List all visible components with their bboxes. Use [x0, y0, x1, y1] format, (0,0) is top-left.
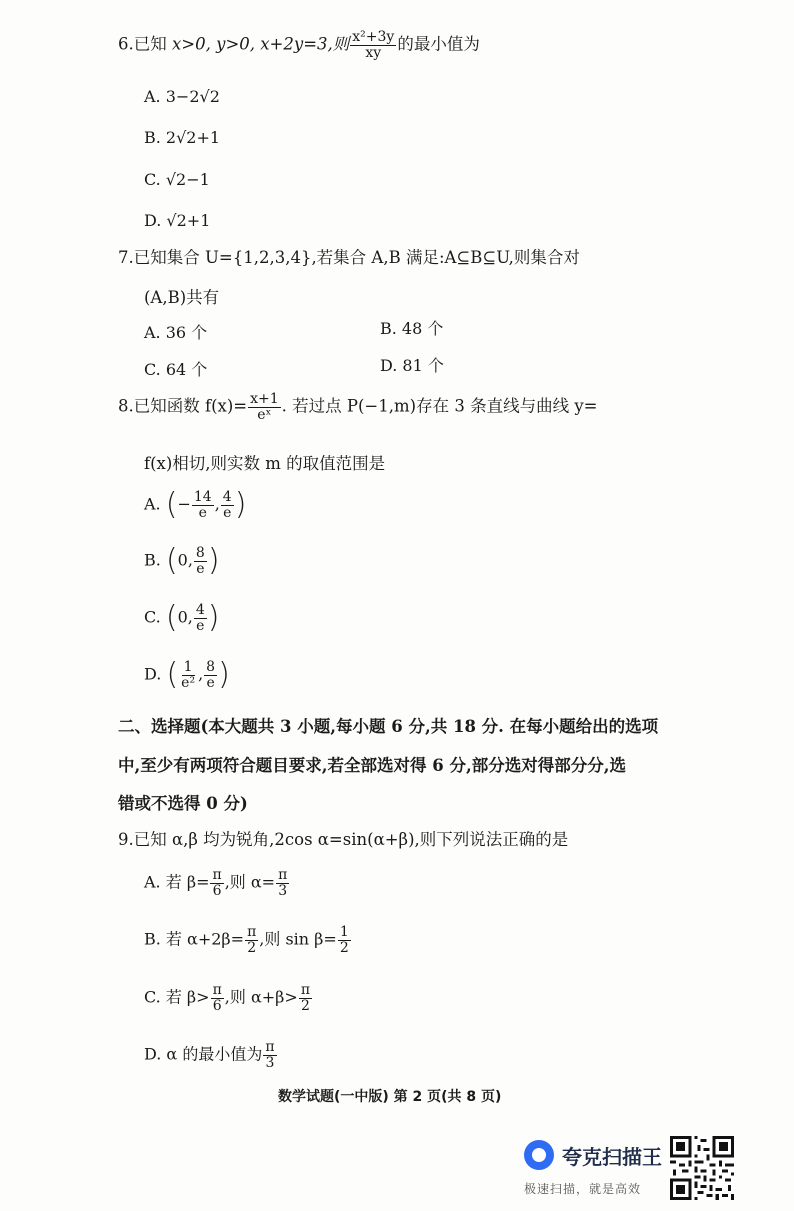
- qr-code-icon: [670, 1136, 734, 1200]
- q7-option-b: B. 48 个: [380, 319, 444, 338]
- q6-option-d: D. √2+1: [144, 211, 211, 230]
- scanner-watermark: [524, 1140, 662, 1170]
- section2-heading-line1: 二、选择题(本大题共 3 小题,每小题 6 分,共 18 分. 在每小题给出的选项: [118, 717, 659, 736]
- q8-fraction: $\frac{x+1}{\text{eˣ}}$: [250, 391, 279, 423]
- page-footer: 数学试题(一中版) 第 2 页(共 8 页): [278, 1089, 502, 1105]
- q9-option-a: A. 若 β= $\frac{\pi}{6}$ ,则 α= $\frac{\pi}{3}$: [144, 867, 288, 899]
- q6-fraction: $\frac{\text{x²+3y}}{xy}$: [352, 29, 395, 61]
- q8-option-b: B. (0, $\frac{8}{e}$ ): [144, 543, 220, 579]
- watermark-subtitle: 极速扫描，就是高效: [524, 1182, 642, 1196]
- q6-option-a: A. 3−2√2: [144, 87, 220, 106]
- q9-stem: 9.已知 α,β 均为锐角,2cos α=sin(α+β),则下列说法正确的是: [118, 830, 569, 849]
- q7-option-a: A. 36 个: [144, 323, 208, 342]
- watermark-title: 夸克扫描王: [562, 1144, 662, 1169]
- q6-option-c: C. √2−1: [144, 170, 210, 189]
- q8-stem-line2: f(x)相切,则实数 m 的取值范围是: [144, 454, 386, 473]
- q6-stem: 6.已知 x>0, y>0, x+2y=3,则 $\frac{\text{x²+3y}}{xy}$ 的最小值为: [118, 29, 480, 61]
- q7-option-d: D. 81 个: [380, 356, 444, 375]
- q9-option-b: B. 若 α+2β= $\frac{\pi}{2}$ ,则 sin β= $\frac{1}{2}$: [144, 924, 349, 956]
- q7-option-c: C. 64 个: [144, 360, 208, 379]
- q8-option-c: C. (0, $\frac{4}{e}$ ): [144, 600, 220, 636]
- q9-option-d: D. α 的最小值为 $\frac{\pi}{3}$: [144, 1039, 275, 1071]
- q7-stem-line2: (A,B)共有: [144, 288, 220, 307]
- scanner-logo-icon: [524, 1140, 554, 1170]
- q7-stem-line1: 7.已知集合 U={1,2,3,4},若集合 A,B 满足:A⊆B⊆U,则集合对: [118, 248, 580, 267]
- section2-heading-line2: 中,至少有两项符合题目要求,若全部选对得 6 分,部分选对得部分分,选: [118, 756, 626, 775]
- q8-option-d: D. ( $\frac{1}{\text{e²}}$ , $\frac{8}{e}$ ): [144, 657, 230, 693]
- q8-stem-line1: 8.已知函数 f(x)= $\frac{x+1}{\text{eˣ}}$ . 若过点 P(−1,m)存在 3 条直线与曲线 y=: [118, 391, 598, 423]
- q8-option-a: A. (− $\frac{14}{e}$ , $\frac{4}{e}$ ): [144, 487, 247, 523]
- section2-heading-line3: 错或不选得 0 分): [118, 794, 248, 813]
- q9-option-c: C. 若 β> $\frac{\pi}{6}$ ,则 α+β> $\frac{\pi}{2}$: [144, 982, 311, 1014]
- q6-option-b: B. 2√2+1: [144, 128, 221, 147]
